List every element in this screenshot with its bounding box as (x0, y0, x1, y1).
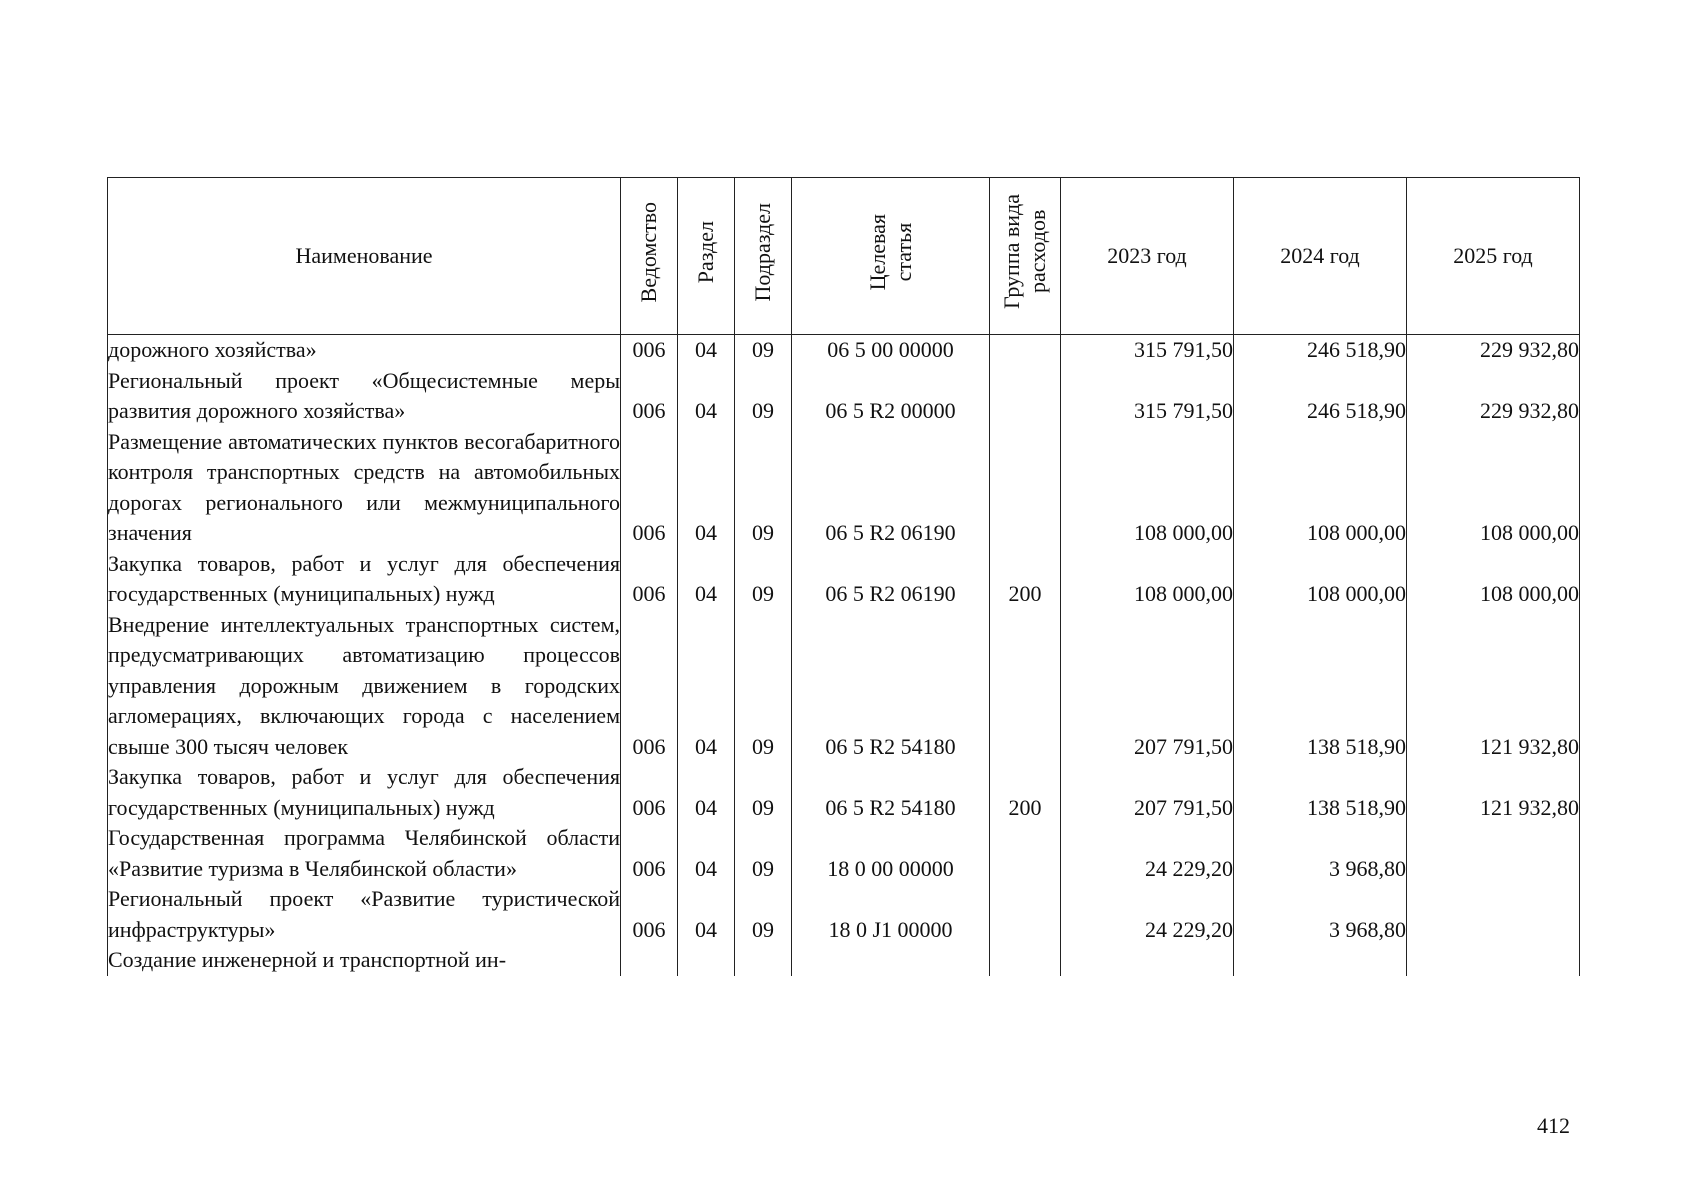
cell-expense-group: 200 (990, 549, 1061, 610)
table-row (108, 762, 1580, 823)
cell-expense-group: 200 (990, 762, 1061, 823)
cell-2025 (1407, 884, 1580, 945)
cell-section: 04 (678, 549, 735, 610)
cell-2023: 207 791,50 (1061, 762, 1234, 823)
header-name: Наименование (108, 178, 621, 335)
cell-section: 04 (678, 762, 735, 823)
cell-2024: 246 518,90 (1234, 335, 1407, 366)
cell-department: 006 (621, 610, 678, 763)
cell-section: 04 (678, 884, 735, 945)
cell-name: Закупка товаров, работ и услуг для обеспечения государственных (муниципальных) нужд (108, 549, 621, 610)
cell-department: 006 (621, 366, 678, 427)
cell-target-item (792, 945, 990, 976)
cell-target-item: 18 0 00 00000 (792, 823, 990, 884)
table-row (108, 945, 1580, 976)
cell-target-item: 06 5 R2 00000 (792, 366, 990, 427)
cell-department: 006 (621, 823, 678, 884)
cell-name: Закупка товаров, работ и услуг для обеспечения государственных (муниципальных) нужд (108, 762, 621, 823)
cell-section: 04 (678, 366, 735, 427)
cell-department: 006 (621, 427, 678, 549)
cell-2024: 108 000,00 (1234, 549, 1407, 610)
cell-subsection: 09 (735, 610, 792, 763)
table-row (108, 335, 1580, 366)
table-body (108, 335, 1580, 976)
cell-target-item: 06 5 00 00000 (792, 335, 990, 366)
cell-subsection: 09 (735, 823, 792, 884)
cell-department: 006 (621, 335, 678, 366)
cell-subsection: 09 (735, 884, 792, 945)
table-row (108, 549, 1580, 610)
cell-2024: 3 968,80 (1234, 823, 1407, 884)
cell-target-item: 18 0 J1 00000 (792, 884, 990, 945)
cell-2025: 121 932,80 (1407, 762, 1580, 823)
cell-2023: 315 791,50 (1061, 366, 1234, 427)
cell-name: Внедрение интеллектуальных транспортных систем, предусматривающих автоматизацию процессов управления дорожным движением в городских агломерациях, включающих города с населением свыше 300 тысяч человек (108, 610, 621, 763)
cell-subsection: 09 (735, 549, 792, 610)
cell-expense-group (990, 945, 1061, 976)
table-header (108, 178, 1580, 335)
header-subsection: Подраздел (735, 178, 792, 335)
budget-table (107, 177, 1580, 976)
cell-2024 (1234, 945, 1407, 976)
table-row (108, 427, 1580, 549)
cell-section: 04 (678, 610, 735, 763)
cell-expense-group (990, 427, 1061, 549)
header-section: Раздел (678, 178, 735, 335)
cell-name: Региональный проект «Развитие туристической инфраструктуры» (108, 884, 621, 945)
cell-2023: 108 000,00 (1061, 549, 1234, 610)
cell-expense-group (990, 884, 1061, 945)
cell-2025 (1407, 945, 1580, 976)
cell-expense-group (990, 335, 1061, 366)
cell-2023: 24 229,20 (1061, 884, 1234, 945)
header-2025: 2025 год (1407, 178, 1580, 335)
cell-2025: 108 000,00 (1407, 549, 1580, 610)
cell-section: 04 (678, 427, 735, 549)
cell-2024: 246 518,90 (1234, 366, 1407, 427)
header-expense-group: Группа вида расходов (990, 178, 1061, 335)
cell-name: Создание инженерной и транспортной ин- (108, 945, 621, 976)
cell-target-item: 06 5 R2 54180 (792, 610, 990, 763)
cell-2025: 229 932,80 (1407, 366, 1580, 427)
cell-subsection: 09 (735, 366, 792, 427)
cell-2024: 138 518,90 (1234, 762, 1407, 823)
cell-2024: 138 518,90 (1234, 610, 1407, 763)
header-2024: 2024 год (1234, 178, 1407, 335)
cell-2024: 3 968,80 (1234, 884, 1407, 945)
table-row (108, 823, 1580, 884)
cell-2025: 121 932,80 (1407, 610, 1580, 763)
cell-section: 04 (678, 335, 735, 366)
cell-target-item: 06 5 R2 06190 (792, 549, 990, 610)
cell-subsection: 09 (735, 762, 792, 823)
cell-department: 006 (621, 884, 678, 945)
cell-name: Размещение автоматических пунктов весогабаритного контроля транспортных средств на автомобильных дорогах регионального или межмуниципального значения (108, 427, 621, 549)
page-number: 412 (1537, 1113, 1570, 1138)
cell-target-item: 06 5 R2 06190 (792, 427, 990, 549)
table-row (108, 884, 1580, 945)
cell-target-item: 06 5 R2 54180 (792, 762, 990, 823)
cell-2023 (1061, 945, 1234, 976)
table-row (108, 366, 1580, 427)
cell-2024: 108 000,00 (1234, 427, 1407, 549)
cell-2025 (1407, 823, 1580, 884)
cell-section: 04 (678, 823, 735, 884)
cell-2023: 108 000,00 (1061, 427, 1234, 549)
cell-department (621, 945, 678, 976)
cell-expense-group (990, 366, 1061, 427)
cell-2023: 207 791,50 (1061, 610, 1234, 763)
cell-expense-group (990, 823, 1061, 884)
cell-name: дорожного хозяйства» (108, 335, 621, 366)
header-target-item: Целевая статья (792, 178, 990, 335)
table-row (108, 610, 1580, 763)
cell-2023: 315 791,50 (1061, 335, 1234, 366)
cell-section (678, 945, 735, 976)
header-department: Ведомство (621, 178, 678, 335)
cell-subsection: 09 (735, 427, 792, 549)
cell-name: Государственная программа Челябинской области «Развитие туризма в Челябинской области» (108, 823, 621, 884)
cell-name: Региональный проект «Общесистемные меры развития дорожного хозяйства» (108, 366, 621, 427)
cell-department: 006 (621, 549, 678, 610)
cell-2023: 24 229,20 (1061, 823, 1234, 884)
cell-expense-group (990, 610, 1061, 763)
cell-department: 006 (621, 762, 678, 823)
cell-2025: 108 000,00 (1407, 427, 1580, 549)
cell-subsection: 09 (735, 335, 792, 366)
cell-subsection (735, 945, 792, 976)
cell-2025: 229 932,80 (1407, 335, 1580, 366)
header-2023: 2023 год (1061, 178, 1234, 335)
